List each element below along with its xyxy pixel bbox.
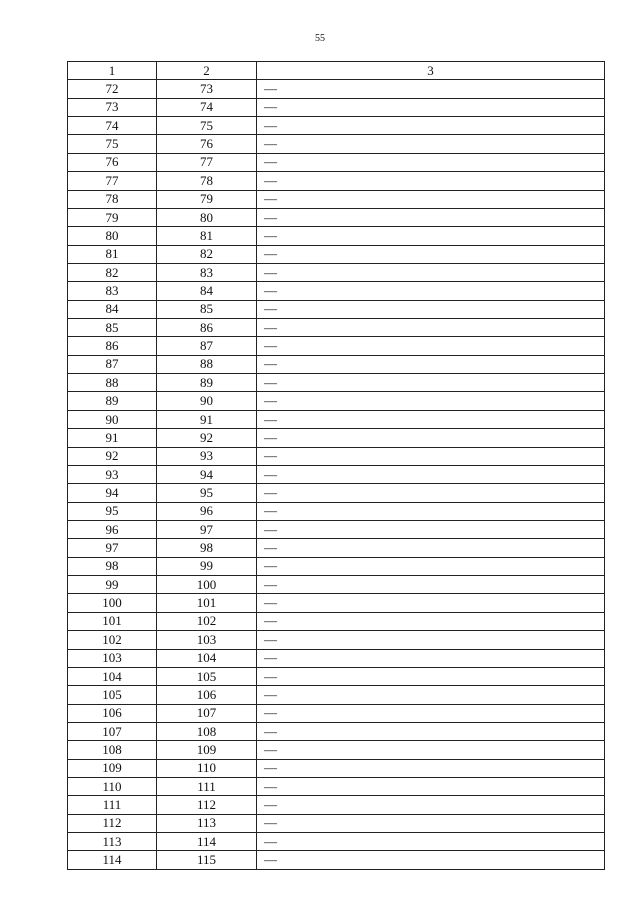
table-cell-col1: 110	[68, 778, 157, 796]
table-row	[68, 300, 605, 318]
table-cell-col2: 97	[157, 520, 257, 538]
table-cell-col2: 80	[157, 208, 257, 226]
table-cell-col3: —	[257, 80, 605, 98]
table-cell-col3: —	[257, 465, 605, 483]
table-cell-col3: —	[257, 759, 605, 777]
table-cell-col3: —	[257, 722, 605, 740]
table-cell-col1: 85	[68, 319, 157, 337]
table-cell-col1: 94	[68, 484, 157, 502]
table-cell-col1: 89	[68, 392, 157, 410]
table-cell-col1: 103	[68, 649, 157, 667]
table-cell-col3: —	[257, 484, 605, 502]
table-row	[68, 557, 605, 575]
table-row	[68, 135, 605, 153]
table-cell-col2: 112	[157, 796, 257, 814]
table-row	[68, 539, 605, 557]
table-row	[68, 282, 605, 300]
table-cell-col3: —	[257, 520, 605, 538]
table-cell-col1: 81	[68, 245, 157, 263]
table-cell-col3: —	[257, 447, 605, 465]
table-cell-col3: —	[257, 300, 605, 318]
table-cell-col1: 91	[68, 429, 157, 447]
table-cell-col3: —	[257, 594, 605, 612]
table-cell-col1: 86	[68, 337, 157, 355]
table-cell-col3: —	[257, 355, 605, 373]
table-cell-col3: —	[257, 410, 605, 428]
table-row	[68, 759, 605, 777]
table-cell-col3: —	[257, 263, 605, 281]
table-row	[68, 851, 605, 869]
table-cell-col3: —	[257, 172, 605, 190]
table-row	[68, 612, 605, 630]
table-row	[68, 263, 605, 281]
table-cell-col3: —	[257, 117, 605, 135]
table-row	[68, 704, 605, 722]
column-header-3: 3	[257, 62, 605, 80]
table-row	[68, 796, 605, 814]
table-cell-col1: 96	[68, 520, 157, 538]
table-row	[68, 814, 605, 832]
table-cell-col1: 88	[68, 374, 157, 392]
table-cell-col2: 83	[157, 263, 257, 281]
table-cell-col2: 96	[157, 502, 257, 520]
table-cell-col2: 115	[157, 851, 257, 869]
table-row	[68, 649, 605, 667]
table-cell-col2: 84	[157, 282, 257, 300]
table-row	[68, 355, 605, 373]
table-cell-col1: 101	[68, 612, 157, 630]
table-row	[68, 190, 605, 208]
table-row	[68, 576, 605, 594]
table-cell-col2: 74	[157, 98, 257, 116]
table-row	[68, 98, 605, 116]
table-cell-col3: —	[257, 392, 605, 410]
table-cell-col2: 109	[157, 741, 257, 759]
table-cell-col2: 82	[157, 245, 257, 263]
table-cell-col2: 102	[157, 612, 257, 630]
page-number: 55	[315, 33, 325, 44]
table-row	[68, 502, 605, 520]
table-cell-col3: —	[257, 98, 605, 116]
table-cell-col3: —	[257, 649, 605, 667]
table-cell-col1: 95	[68, 502, 157, 520]
table-cell-col1: 112	[68, 814, 157, 832]
table-cell-col1: 98	[68, 557, 157, 575]
table-cell-col1: 90	[68, 410, 157, 428]
table-cell-col2: 79	[157, 190, 257, 208]
table-cell-col3: —	[257, 833, 605, 851]
table-body	[68, 80, 605, 869]
table-row	[68, 374, 605, 392]
table-cell-col3: —	[257, 631, 605, 649]
table-cell-col3: —	[257, 741, 605, 759]
table-cell-col3: —	[257, 557, 605, 575]
table-cell-col1: 93	[68, 465, 157, 483]
table-row	[68, 722, 605, 740]
table-row	[68, 484, 605, 502]
table-cell-col2: 93	[157, 447, 257, 465]
table-row	[68, 429, 605, 447]
table-cell-col3: —	[257, 704, 605, 722]
table-cell-col1: 83	[68, 282, 157, 300]
table-cell-col3: —	[257, 576, 605, 594]
table-cell-col2: 100	[157, 576, 257, 594]
table-cell-col2: 73	[157, 80, 257, 98]
table-cell-col3: —	[257, 796, 605, 814]
table-row	[68, 686, 605, 704]
table-row	[68, 520, 605, 538]
table-row	[68, 741, 605, 759]
table-cell-col1: 82	[68, 263, 157, 281]
table-row	[68, 337, 605, 355]
table-row	[68, 410, 605, 428]
table-cell-col2: 77	[157, 153, 257, 171]
table-row	[68, 245, 605, 263]
table-header-row	[68, 62, 605, 80]
table-cell-col3: —	[257, 539, 605, 557]
table-cell-col2: 106	[157, 686, 257, 704]
table-cell-col2: 86	[157, 319, 257, 337]
table-row	[68, 631, 605, 649]
table-row	[68, 153, 605, 171]
table-cell-col3: —	[257, 245, 605, 263]
table-cell-col1: 87	[68, 355, 157, 373]
table-cell-col2: 103	[157, 631, 257, 649]
table-cell-col2: 78	[157, 172, 257, 190]
table-row	[68, 594, 605, 612]
table-cell-col2: 88	[157, 355, 257, 373]
table-row	[68, 172, 605, 190]
table-cell-col1: 74	[68, 117, 157, 135]
table-cell-col3: —	[257, 667, 605, 685]
table-cell-col1: 107	[68, 722, 157, 740]
table-cell-col2: 91	[157, 410, 257, 428]
table-cell-col2: 85	[157, 300, 257, 318]
table-cell-col1: 106	[68, 704, 157, 722]
table-cell-col1: 84	[68, 300, 157, 318]
table-cell-col1: 72	[68, 80, 157, 98]
table-row	[68, 208, 605, 226]
table-row	[68, 465, 605, 483]
table-cell-col2: 101	[157, 594, 257, 612]
table-cell-col2: 104	[157, 649, 257, 667]
table-cell-col2: 114	[157, 833, 257, 851]
table-cell-col3: —	[257, 686, 605, 704]
table-cell-col3: —	[257, 814, 605, 832]
table-cell-col2: 89	[157, 374, 257, 392]
table-cell-col2: 81	[157, 227, 257, 245]
table-cell-col1: 99	[68, 576, 157, 594]
table-cell-col2: 111	[157, 778, 257, 796]
table-cell-col1: 92	[68, 447, 157, 465]
table-cell-col2: 76	[157, 135, 257, 153]
table-cell-col2: 110	[157, 759, 257, 777]
table-row	[68, 319, 605, 337]
table-cell-col1: 76	[68, 153, 157, 171]
table-cell-col1: 73	[68, 98, 157, 116]
table-cell-col2: 90	[157, 392, 257, 410]
table-row	[68, 392, 605, 410]
table-cell-col1: 100	[68, 594, 157, 612]
table-cell-col3: —	[257, 502, 605, 520]
table-cell-col2: 92	[157, 429, 257, 447]
table-cell-col3: —	[257, 778, 605, 796]
table-row	[68, 117, 605, 135]
table-cell-col3: —	[257, 227, 605, 245]
table-cell-col1: 80	[68, 227, 157, 245]
table-cell-col3: —	[257, 135, 605, 153]
table-cell-col1: 108	[68, 741, 157, 759]
table-cell-col3: —	[257, 190, 605, 208]
table-cell-col3: —	[257, 208, 605, 226]
table-cell-col3: —	[257, 374, 605, 392]
table-cell-col2: 105	[157, 667, 257, 685]
column-header-2: 2	[157, 62, 257, 80]
table-cell-col1: 111	[68, 796, 157, 814]
table-cell-col1: 113	[68, 833, 157, 851]
column-header-1: 1	[68, 62, 157, 80]
table-cell-col1: 102	[68, 631, 157, 649]
table-cell-col3: —	[257, 612, 605, 630]
table-row	[68, 80, 605, 98]
table-row	[68, 447, 605, 465]
data-table	[67, 61, 605, 870]
table-cell-col1: 97	[68, 539, 157, 557]
table-cell-col3: —	[257, 429, 605, 447]
table-cell-col1: 109	[68, 759, 157, 777]
table-row	[68, 833, 605, 851]
table-row	[68, 778, 605, 796]
table-row	[68, 227, 605, 245]
table-cell-col1: 75	[68, 135, 157, 153]
table-cell-col3: —	[257, 851, 605, 869]
table-row	[68, 667, 605, 685]
table-cell-col2: 108	[157, 722, 257, 740]
table-cell-col2: 87	[157, 337, 257, 355]
table-cell-col2: 94	[157, 465, 257, 483]
table-cell-col1: 77	[68, 172, 157, 190]
table-cell-col3: —	[257, 319, 605, 337]
table-cell-col2: 95	[157, 484, 257, 502]
table-cell-col1: 104	[68, 667, 157, 685]
table-cell-col2: 98	[157, 539, 257, 557]
table-cell-col2: 107	[157, 704, 257, 722]
table-cell-col1: 79	[68, 208, 157, 226]
table-cell-col1: 114	[68, 851, 157, 869]
table-cell-col3: —	[257, 337, 605, 355]
table-cell-col3: —	[257, 153, 605, 171]
table-cell-col2: 75	[157, 117, 257, 135]
table-cell-col2: 99	[157, 557, 257, 575]
table-cell-col1: 105	[68, 686, 157, 704]
table-cell-col1: 78	[68, 190, 157, 208]
table-cell-col2: 113	[157, 814, 257, 832]
table-cell-col3: —	[257, 282, 605, 300]
